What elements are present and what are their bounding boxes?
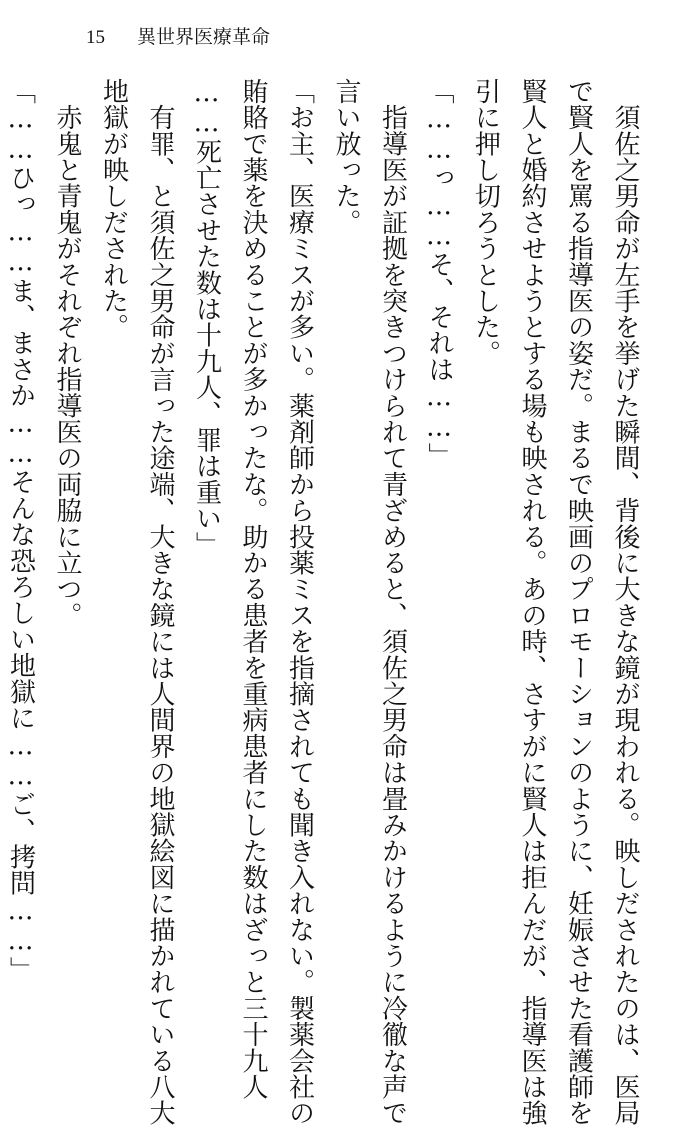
text-line: 言い放った。: [331, 78, 361, 236]
book-title: 異世界医療革命: [137, 26, 271, 48]
text-line: 地獄が映しだされた。: [98, 78, 129, 340]
text-line: 有罪、と須佐之男命が言った途端、大きな鏡には人間界の地獄絵図に描かれている八大: [145, 78, 175, 1126]
running-header: [86, 22, 270, 52]
text-line: ……死亡させた数は十九人、罪は重い」: [191, 78, 222, 558]
vertical-text-body: [5, 78, 648, 1126]
text-line: 引に押し切ろうとした。: [470, 78, 501, 367]
text-line: 「……っ……そ、それは……」: [424, 78, 454, 469]
text-line: 賄賂で薬を決めることが多かったな。助かる患者を重病患者にした数はざっと三十九人: [238, 78, 268, 1100]
text-line: 須佐之男命が左手を挙げた瞬間、背後に大きな鏡が現われる。映しだされたのは、医局: [610, 78, 640, 1126]
page-number: 15: [86, 27, 105, 48]
text-line: 賢人と婚約させようとする場も映される。あの時、さすがに賢人は拒んだが、指導医は強: [517, 78, 547, 1126]
text-line: 「……ひっ……ま、まさか……そんな恐ろしい地獄に……ご、拷問……」: [5, 78, 36, 983]
text-line: 指導医が証拠を突きつけられて青ざめると、須佐之男命は畳みかけるように冷徹な声で: [377, 78, 408, 1126]
text-line: で賢人を罵る指導医の姿だ。まるで映画のプロモーションのように、妊娠させた看護師を: [563, 78, 594, 1126]
text-line: 赤鬼と青鬼がそれぞれ指導医の両脇に立つ。: [52, 78, 82, 629]
text-line: 「お主、医療ミスが多い。薬剤師から投薬ミスを指摘されても聞き入れない。製薬会社の: [284, 78, 315, 1126]
